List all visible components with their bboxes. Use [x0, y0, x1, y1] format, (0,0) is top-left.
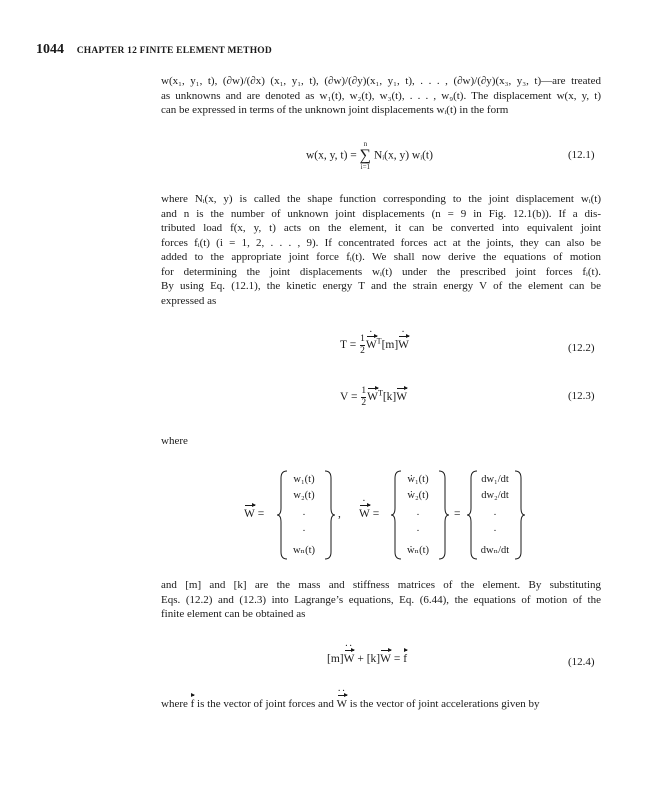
matrix-entry: ·	[416, 526, 420, 537]
matrix-entry: dw₂/dt	[481, 490, 509, 501]
mass-matrix: [m]	[381, 339, 399, 352]
text-line: finite element can be obtained as	[161, 608, 306, 620]
text-fragment: where	[161, 698, 191, 710]
eq1-lhs: w(x, y, t) =	[306, 149, 360, 162]
vector-definitions	[244, 470, 524, 560]
comma: ,	[338, 508, 341, 520]
stiffness-matrix: [k]	[382, 391, 397, 404]
transpose-sup: T	[376, 336, 382, 346]
paragraph-lagrange	[161, 578, 601, 622]
equation-number-12-4: (12.4)	[568, 656, 595, 668]
matrix-entry: ẇₙ(t)	[406, 545, 430, 556]
plus-sign: +	[354, 653, 367, 665]
chapter-title: CHAPTER 12 FINITE ELEMENT METHOD	[76, 46, 272, 56]
text-line: can be expressed in terms of the unknown joint displacements wᵢ(t) in the form	[161, 104, 509, 116]
equation-12-4	[327, 641, 408, 665]
text-line: tributed load f(x, y, t) acts on the element, it can be converted into equivalent joint	[161, 222, 601, 234]
summation-symbol: n ∑ i=1	[359, 140, 372, 171]
text-line: expressed as	[161, 294, 217, 307]
equation-12-3	[340, 386, 407, 409]
text-fragment: is the vector of joint forces and	[194, 698, 337, 710]
matrix-entry: dw₁/dt	[481, 474, 509, 485]
matrix-entry: ẇ₂(t)	[407, 490, 429, 501]
eq2-lhs: T =	[340, 339, 360, 352]
w-vector: W	[367, 391, 378, 404]
equation-number-12-3: (12.3)	[568, 390, 595, 402]
transpose-sup: T	[377, 388, 383, 398]
text-line: as unknowns and are denoted as w₁(t), w₂(t), w₃(t), . . . , w₉(t). The displacement w(x, y, t)	[161, 89, 601, 102]
paragraph-shape-function	[161, 192, 601, 308]
equals-sign: =	[257, 508, 265, 520]
mass-matrix: [m]	[327, 653, 344, 665]
page-header	[36, 42, 272, 58]
w-dot-vector: · W	[365, 327, 377, 352]
velocity-column	[396, 470, 440, 560]
fraction-half: $\frac{1}{2}$	[360, 334, 365, 356]
stiffness-matrix: [k]	[366, 653, 381, 665]
closing-sentence	[161, 686, 540, 710]
derivative-column	[472, 470, 518, 560]
equals-sign: =	[372, 508, 380, 520]
w-vector: W	[380, 653, 391, 665]
matrix-entry: ·	[493, 526, 497, 537]
text-line: and [m] and [k] are the mass and stiffness matrices of the element. By substituting	[161, 579, 601, 591]
equation-number-12-2: (12.2)	[568, 342, 595, 354]
matrix-entry: dwₙ/dt	[480, 545, 510, 556]
text-line: where Nᵢ(x, y) is called the shape function corresponding to the joint displacement wᵢ(t)	[161, 193, 601, 205]
sum-lower-limit: i=1	[360, 163, 371, 171]
fraction-half: $\frac{1}{2}$	[361, 386, 367, 408]
w-dot-vector: · W	[398, 327, 410, 352]
f-vector: f	[403, 653, 408, 665]
w-vector: W	[244, 508, 255, 520]
w-double-dot-vector: ·· W	[343, 641, 355, 665]
matrix-entry: w₂(t)	[293, 490, 315, 501]
w-definition-lhs	[244, 508, 264, 520]
eq3-lhs: V =	[340, 391, 361, 404]
text-line: forces fᵢ(t) (i = 1, 2, . . . , 9). If concentrated forces act at the joints, they can also be	[161, 236, 601, 249]
equals-sign: =	[454, 508, 461, 520]
matrix-entry: wₙ(t)	[292, 545, 316, 556]
right-brace	[514, 470, 526, 560]
equation-12-2	[340, 327, 410, 357]
w-double-dot-vector: ·· W	[336, 686, 348, 710]
text-fragment: is the vector of joint accelerations given by	[347, 698, 540, 710]
matrix-entry: ·	[493, 510, 497, 521]
eq1-rhs: Nᵢ(x, y) wᵢ(t)	[373, 149, 433, 162]
equation-12-1	[306, 140, 433, 172]
w-dot-definition-lhs	[359, 496, 380, 520]
equals-sign: =	[391, 653, 404, 665]
paragraph-intro	[161, 74, 601, 118]
matrix-entry: w₁(t)	[293, 474, 315, 485]
equation-number-12-1: (12.1)	[568, 149, 595, 161]
text-line: and n is the number of unknown joint displacements (n = 9 in Fig. 12.1(b)). If a dis-	[161, 207, 601, 220]
w-dot-vector: · W	[359, 496, 370, 520]
sum-upper-limit: n	[363, 140, 368, 148]
page-number: 1044	[36, 42, 64, 57]
w-vector: W	[396, 391, 408, 404]
displacement-column	[282, 470, 326, 560]
text-line: By using Eq. (12.1), the kinetic energy T and the strain energy V of the element can be	[161, 280, 601, 292]
text-line: Eqs. (12.2) and (12.3) into Lagrange’s equations, Eq. (6.44), the equations of motion of the	[161, 593, 601, 606]
matrix-entry: ẇ₁(t)	[407, 474, 429, 485]
text-line: added to the appropriate joint force fᵢ(t). We shall now derive the equations of motion	[161, 251, 601, 263]
text-line: for determining the joint displacements wᵢ(t) under the prescribed joint forces fᵢ(t).	[161, 265, 601, 278]
f-vector: f	[190, 698, 195, 710]
where-label: where	[161, 435, 188, 447]
matrix-entry: ·	[302, 510, 306, 521]
text-line: w(x₁, y₁, t), (∂w)/(∂x) (x₁, y₁, t), (∂w)/(∂y)(x₁, y₁, t), . . . , (∂w)/(∂y)(x₃, y₃, t)—are treated	[161, 75, 601, 87]
matrix-entry: ·	[416, 510, 420, 521]
right-brace	[438, 470, 450, 560]
matrix-entry: ·	[302, 526, 306, 537]
right-brace	[324, 470, 336, 560]
